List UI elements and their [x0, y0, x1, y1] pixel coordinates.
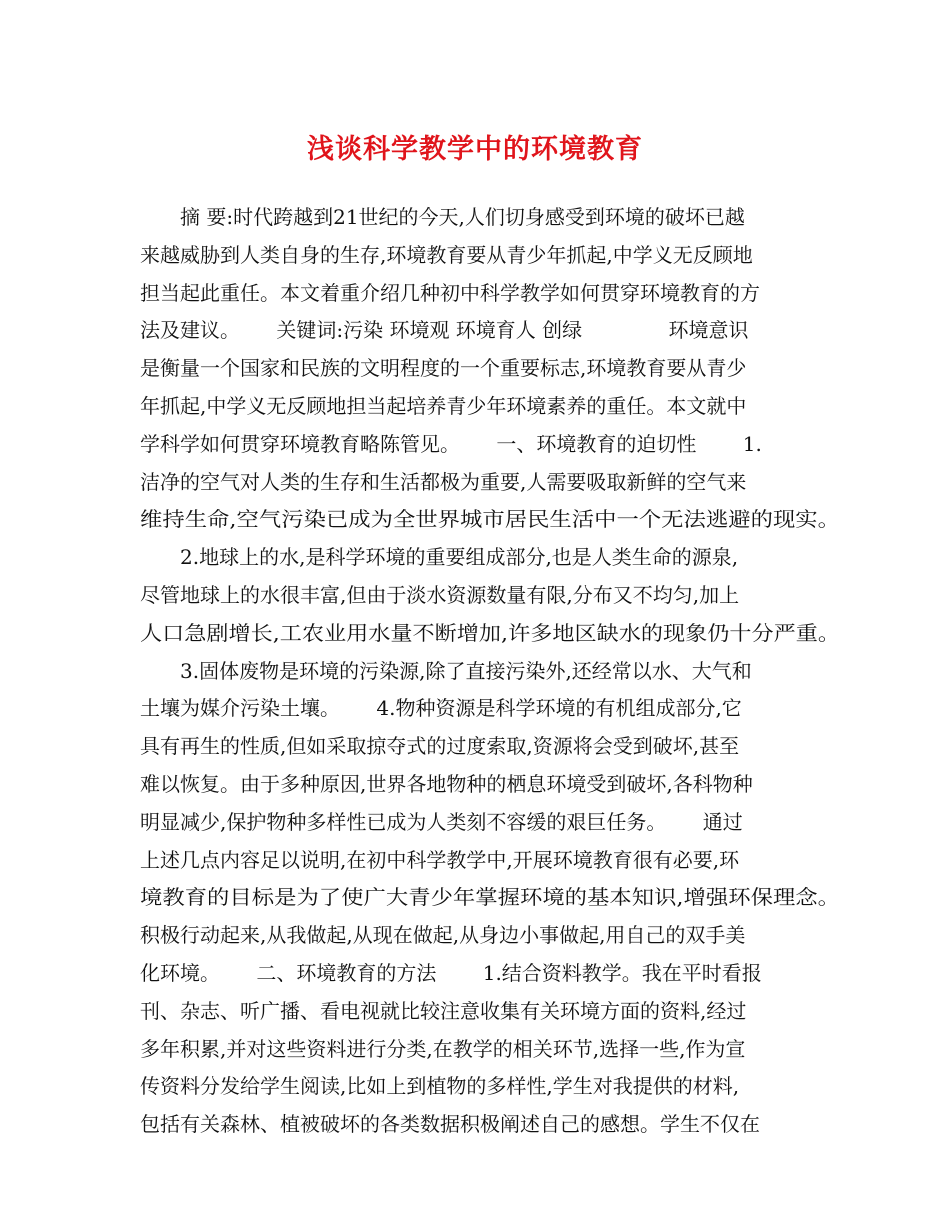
body-text-line: 包括有关森林、植被破坏的各类数据积极阐述自己的感想。学生不仅在: [140, 1112, 760, 1137]
body-text-line: 土壤为媒介污染土壤。 4.物种资源是科学环境的有机组成部分,它: [140, 696, 742, 721]
body-text-line: 法及建议。 关键词:污染 环境观 环境育人 创绿 环境意识: [140, 318, 749, 343]
body-text-line: 刊、杂志、听广播、看电视就比较注意收集有关环境方面的资料,经过: [140, 998, 747, 1023]
body-text-line: 来越威胁到人类自身的生存,环境教育要从青少年抓起,中学义无反顾地: [140, 242, 753, 267]
document-title: 浅谈科学教学中的环境教育: [307, 134, 643, 165]
body-text-line: 尽管地球上的水很丰富,但由于淡水资源数量有限,分布又不均匀,加上: [140, 582, 740, 607]
body-text-line: 化环境。 二、环境教育的方法 1.结合资料教学。我在平时看报: [140, 960, 762, 985]
document-body: [140, 199, 840, 1144]
body-text-line: 难以恢复。由于多种原因,世界各地物种的栖息环境受到破坏,各科物种: [140, 771, 753, 796]
body-text-line: 多年积累,并对这些资料进行分类,在教学的相关环节,选择一些,作为宣: [140, 1036, 746, 1061]
body-text-line: 具有再生的性质,但如采取掠夺式的过度索取,资源将会受到破坏,甚至: [140, 734, 740, 759]
body-text-line: 上述几点内容足以说明,在初中科学教学中,开展环境教育很有必要,环: [140, 847, 740, 872]
body-text-line: 2.地球上的水,是科学环境的重要组成部分,也是人类生命的源泉,: [140, 545, 739, 570]
body-text-line: 传资料分发给学生阅读,比如上到植物的多样性,学生对我提供的材料,: [140, 1074, 740, 1099]
body-text-line: 洁净的空气对人类的生存和生活都极为重要,人需要吸取新鲜的空气来: [140, 469, 747, 494]
body-text-line: 是衡量一个国家和民族的文明程度的一个重要标志,环境教育要从青少: [140, 356, 747, 381]
body-text-line: 学科学如何贯穿环境教育略陈管见。 一、环境教育的迫切性 1.: [140, 431, 762, 456]
body-text-line: 人口急剧增长,工农业用水量不断增加,许多地区缺水的现象仍十分严重。: [140, 620, 840, 645]
body-text-line: 担当起此重任。本文着重介绍几种初中科学教学如何贯穿环境教育的方: [140, 280, 760, 305]
body-text-line: 境教育的目标是为了使广大青少年掌握环境的基本知识,增强环保理念。: [140, 885, 840, 910]
body-text-line: 维持生命,空气污染已成为全世界城市居民生活中一个无法逃避的现实。: [140, 507, 840, 532]
body-text-line: 明显减少,保护物种多样性已成为人类刻不容缓的艰巨任务。 通过: [140, 809, 743, 834]
body-text-line: 年抓起,中学义无反顾地担当起培养青少年环境素养的重任。本文就中: [140, 393, 747, 418]
body-text-line: 摘 要:时代跨越到21世纪的今天,人们切身感受到环境的破坏已越: [140, 205, 745, 229]
body-text-line: 积极行动起来,从我做起,从现在做起,从身边小事做起,用自己的双手美: [140, 923, 746, 948]
body-text-line: 3.固体废物是环境的污染源,除了直接污染外,还经常以水、大气和: [140, 658, 752, 683]
